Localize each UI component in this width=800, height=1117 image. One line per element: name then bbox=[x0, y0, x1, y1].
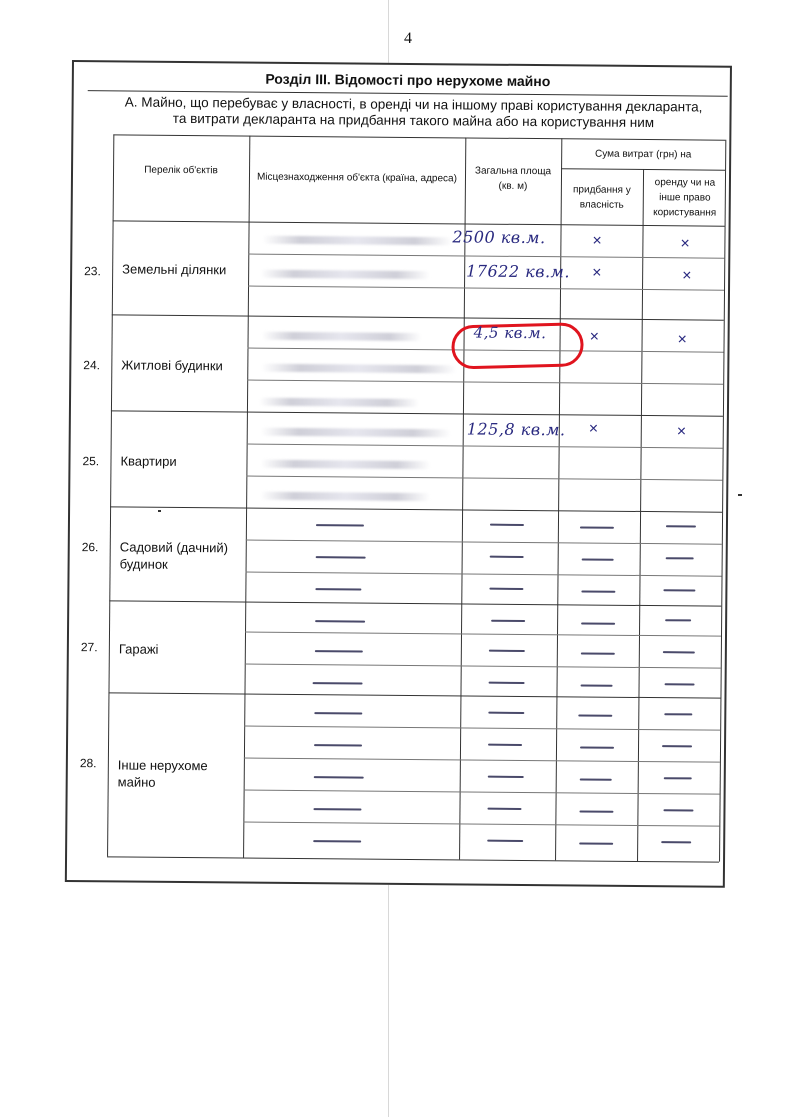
handwritten-dash bbox=[581, 652, 615, 654]
declaration-section-frame bbox=[65, 60, 732, 888]
handwritten-dash bbox=[665, 683, 695, 685]
cross-mark: × bbox=[682, 267, 692, 285]
row-number: 26. bbox=[81, 540, 99, 555]
handwritten-dash bbox=[491, 620, 525, 622]
page-number: 4 bbox=[404, 30, 412, 47]
handwritten-dash bbox=[665, 619, 691, 621]
handwritten-dash bbox=[578, 714, 612, 716]
handwritten-area-house: 4,5 кв.м. bbox=[473, 323, 547, 343]
row-label-garages: Гаражі bbox=[118, 641, 159, 657]
handwritten-dash bbox=[315, 588, 361, 590]
scan-speck bbox=[738, 494, 742, 496]
subtitle-line-1: А. Майно, що перебуває у власності, в оренді чи на іншому праві користування декларанта, bbox=[124, 94, 703, 115]
handwritten-dash bbox=[580, 778, 612, 780]
handwritten-dash bbox=[490, 524, 524, 526]
handwritten-dash bbox=[313, 682, 363, 684]
handwritten-dash bbox=[579, 810, 613, 812]
redacted-address bbox=[262, 236, 452, 246]
handwritten-area-land-1: 2500 кв.м. bbox=[452, 227, 546, 248]
handwritten-dash bbox=[313, 808, 361, 810]
handwritten-dash bbox=[582, 558, 614, 560]
handwritten-dash bbox=[315, 650, 363, 652]
cross-mark: × bbox=[592, 264, 602, 282]
handwritten-dash bbox=[581, 590, 615, 592]
handwritten-area-apartment: 125,8 кв.м. bbox=[466, 419, 566, 440]
handwritten-dash bbox=[661, 841, 691, 843]
cross-mark: × bbox=[589, 328, 600, 346]
cross-mark: × bbox=[680, 235, 690, 253]
row-label-garden-house: Садовий (дачний) будинок bbox=[119, 539, 229, 572]
row-number: 25. bbox=[82, 454, 100, 469]
header-location: Місцезнаходження об'єкта (країна, адреса) bbox=[256, 171, 458, 185]
row-number: 23. bbox=[84, 264, 101, 279]
handwritten-dash bbox=[313, 840, 361, 842]
handwritten-dash bbox=[314, 776, 364, 778]
redacted-address bbox=[260, 492, 430, 501]
handwritten-dash bbox=[488, 776, 524, 778]
row-label-land: Земельні ділянки bbox=[122, 261, 227, 278]
real-estate-table bbox=[79, 134, 725, 861]
row-label-other-property: Інше нерухоме майно bbox=[117, 757, 208, 790]
handwritten-dash bbox=[314, 712, 362, 714]
handwritten-dash bbox=[487, 808, 521, 810]
header-rent: оренду чи на інше право користування bbox=[653, 177, 717, 219]
row-number: 24. bbox=[83, 358, 101, 373]
header-objects: Перелік об'єктів bbox=[144, 164, 218, 177]
handwritten-dash bbox=[316, 556, 366, 558]
handwritten-dash bbox=[579, 842, 613, 844]
handwritten-dash bbox=[664, 713, 692, 715]
redacted-address bbox=[260, 460, 430, 469]
redacted-address bbox=[261, 364, 456, 374]
handwritten-dash bbox=[487, 840, 523, 842]
handwritten-dash bbox=[663, 589, 695, 591]
cross-mark: × bbox=[592, 232, 602, 250]
handwritten-dash bbox=[581, 684, 613, 686]
handwritten-dash bbox=[489, 682, 525, 684]
handwritten-dash bbox=[488, 744, 522, 746]
handwritten-area-land-2: 17622 кв.м. bbox=[466, 261, 571, 282]
handwritten-dash bbox=[316, 524, 364, 526]
section-title: Розділ III. Відомості про нерухоме майно bbox=[88, 62, 728, 97]
redacted-address bbox=[261, 428, 451, 438]
header-expenses: Сума витрат (грн) на bbox=[594, 148, 692, 161]
subtitle-line-2: та витрати декларанта на придбання такого майна або на користування ним bbox=[172, 110, 655, 131]
row-label-houses: Житлові будинки bbox=[121, 357, 223, 374]
handwritten-dash bbox=[662, 745, 692, 747]
handwritten-dash bbox=[488, 712, 524, 714]
handwritten-dash bbox=[490, 556, 524, 558]
redacted-address bbox=[259, 398, 419, 407]
handwritten-dash bbox=[580, 526, 614, 528]
header-purchase: придбання у власність bbox=[572, 184, 631, 211]
handwritten-dash bbox=[315, 620, 365, 622]
row-number: 28. bbox=[79, 756, 97, 771]
handwritten-dash bbox=[664, 777, 692, 779]
handwritten-dash bbox=[581, 622, 615, 624]
handwritten-dash bbox=[314, 744, 362, 746]
handwritten-dash bbox=[489, 588, 523, 590]
row-number: 27. bbox=[80, 640, 98, 655]
redacted-address bbox=[262, 332, 422, 341]
handwritten-dash bbox=[663, 651, 695, 653]
handwritten-dash bbox=[666, 557, 694, 559]
handwritten-dash bbox=[663, 809, 693, 811]
cross-mark: × bbox=[676, 423, 687, 441]
section-subtitle bbox=[113, 94, 713, 131]
handwritten-dash bbox=[489, 650, 525, 652]
handwritten-dash bbox=[580, 746, 614, 748]
header-area: Загальна площа (кв. м) bbox=[474, 165, 552, 192]
scan-speck bbox=[158, 510, 161, 512]
row-label-apartments: Квартири bbox=[120, 453, 177, 469]
cross-mark: × bbox=[588, 420, 599, 438]
redacted-address bbox=[260, 270, 430, 279]
handwritten-dash bbox=[666, 525, 696, 527]
cross-mark: × bbox=[677, 331, 687, 349]
